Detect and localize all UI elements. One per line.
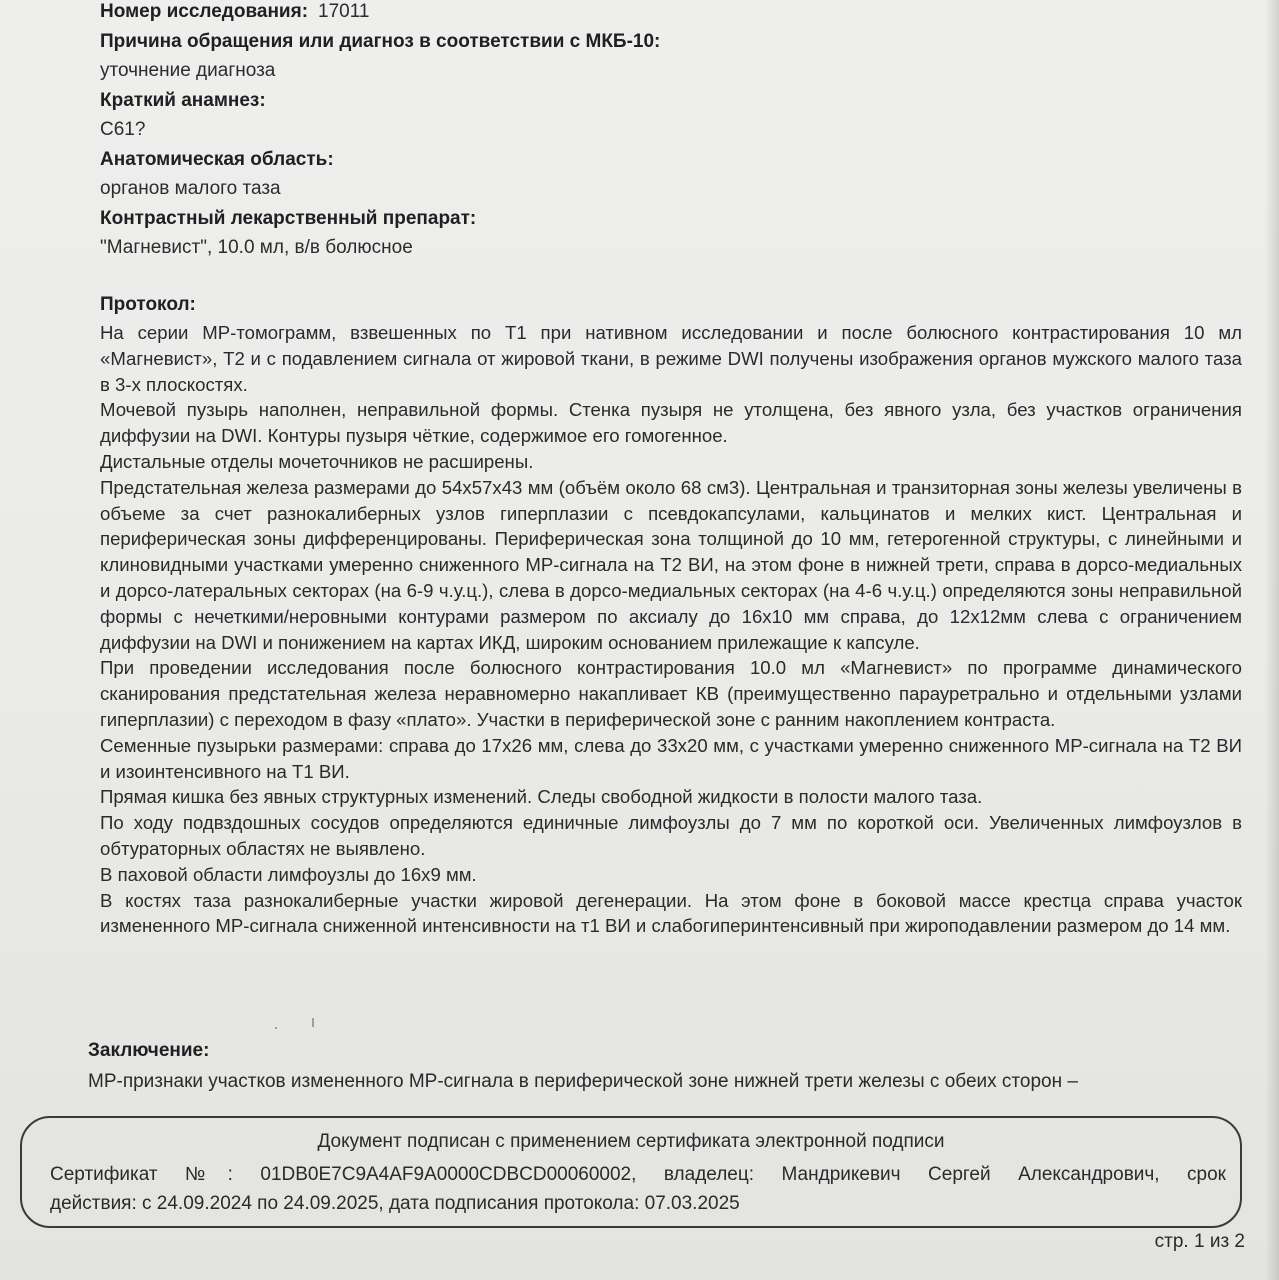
protocol-title: Протокол: [100,294,196,315]
signature-validity-line: действия: с 24.09.2024 по 24.09.2025, дата подписания протокола: 07.03.2025 [50,1193,740,1214]
page-edge-shadow [1265,0,1279,1280]
diagnosis-label: Причина обращения или диагноз в соответствии с МКБ-10: [100,30,661,52]
protocol-paragraph: При проведении исследования после болюсного контрастирования 10.0 мл «Магневист» по программе динамического сканирования предстательная железа неравномерно накапливает КВ (преимущественно парауретрально и отдельными узлами гиперплазии) с переходом в фазу «плато». Участки в периферической зоне с ранним накоплением контраста. [100,657,1242,730]
protocol-paragraph: По ходу подвздошных сосудов определяются единичные лимфоузлы до 7 мм по короткой оси. Увеличенных лимфоузлов в обтураторных областях не выявлено. [100,812,1242,859]
anamnesis-value-row [100,115,1250,145]
anatomy-label: Анатомическая область: [100,148,334,170]
diagnosis-label-row [100,27,1250,57]
study-number-value: 17011 [318,1,370,22]
protocol-section [100,290,1242,939]
study-number-label: Номер исследования: [100,1,309,22]
contrast-label-row [100,204,1250,234]
protocol-paragraph: Мочевой пузырь наполнен, неправильной формы. Стенка пузыря не утолщена, без явного узла, без участков ограничения диффузии на DWI. Контуры пузыря чёткие, содержимое его гомогенное. [100,399,1242,447]
electronic-signature-box [20,1116,1242,1228]
paper-speck [275,1027,277,1029]
anamnesis-value: C61? [100,119,146,140]
protocol-paragraph: Семенные пузырьки размерами: справа до 17х26 мм, слева до 33х20 мм, с участками умеренно сниженного МР-сигнала на Т2 ВИ и изоинтенсивного на Т1 ВИ. [100,734,1242,782]
signature-title: Документ подписан с применением сертификата электронной подписи [317,1131,945,1152]
page-number: стр. 1 из 2 [1154,1231,1245,1252]
study-number-row [100,0,1250,27]
paper-speck [312,1018,314,1027]
header-fields [100,0,1250,263]
protocol-paragraph: Дистальные отделы мочеточников не расширены. [100,450,534,472]
anamnesis-label: Краткий анамнез: [100,89,266,111]
protocol-paragraph: На серии МР-томограмм, взвешенных по Т1 при нативном исследовании и после болюсного контрастирования 10 мл «Магневист», Т2 и с подавлением сигнала от жировой ткани, в режиме DWI получены изображения органов мужского малого таза в 3-х плоскостях. [100,322,1242,395]
protocol-paragraph: В костях таза разнокалиберные участки жировой дегенерации. На этом фоне в боковой массе крестца справа участок измененного МР-сигнала сниженной интенсивности на т1 ВИ и слабогиперинтенсивный при жироподавлении размером до 14 мм. [100,889,1242,937]
protocol-paragraph: Предстательная железа размерами до 54х57х43 мм (объём около 68 см3). Центральная и транзиторная зоны железы увеличены в объеме за счет разнокалиберных узлов гиперплазии с псевдокапсулами, кальцинатов и мелких кист. Центральная и периферическая зоны дифференцированы. Периферическая зона толщиной до 10 мм, гетерогенной структуры, с линейными и клиновидными участками умеренно сниженного МР-сигнала на Т2 ВИ, на этом фоне в нижней трети, справа в дорсо-медиальных и дорсо-латеральных секторах (на 6-9 ч.у.ц.), слева в дорсо-медиальных секторах (на 4-6 ч.у.ц.) определяются зоны неправильной формы с нечеткими/неровными контурами размером по аксиалу до 16х10 мм справа, до 12х12мм слева с ограничением диффузии на DWI и понижением на картах ИКД, широким основанием прилежащие к капсуле. [100,476,1242,653]
protocol-paragraph: Прямая кишка без явных структурных изменений. Следы свободной жидкости в полости малого таза. [100,786,983,808]
conclusion-title: Заключение: [88,1040,210,1061]
anatomy-label-row [100,145,1250,175]
contrast-label: Контрастный лекарственный препарат: [100,207,477,229]
diagnosis-value: уточнение диагноза [100,60,276,81]
diagnosis-value-row [100,56,1250,86]
anatomy-value: органов малого таза [100,178,281,199]
signature-certificate-line: Сертификат №: 01DB0E7C9A4AF9A0000CDBCD00060002, владелец: Мандрикевич Сергей Александрович, срок [50,1164,1226,1185]
contrast-value: "Магневист", 10.0 мл, в/в болюсное [100,237,413,258]
contrast-value-row [100,233,1250,263]
anatomy-value-row [100,174,1250,204]
anamnesis-label-row [100,86,1250,116]
protocol-paragraph: В паховой области лимфоузлы до 16х9 мм. [100,863,477,885]
conclusion-section [88,1036,1260,1095]
conclusion-text: МР-признаки участков измененного МР-сигнала в периферической зоне нижней трети железы с обеих сторон – [88,1071,1078,1092]
